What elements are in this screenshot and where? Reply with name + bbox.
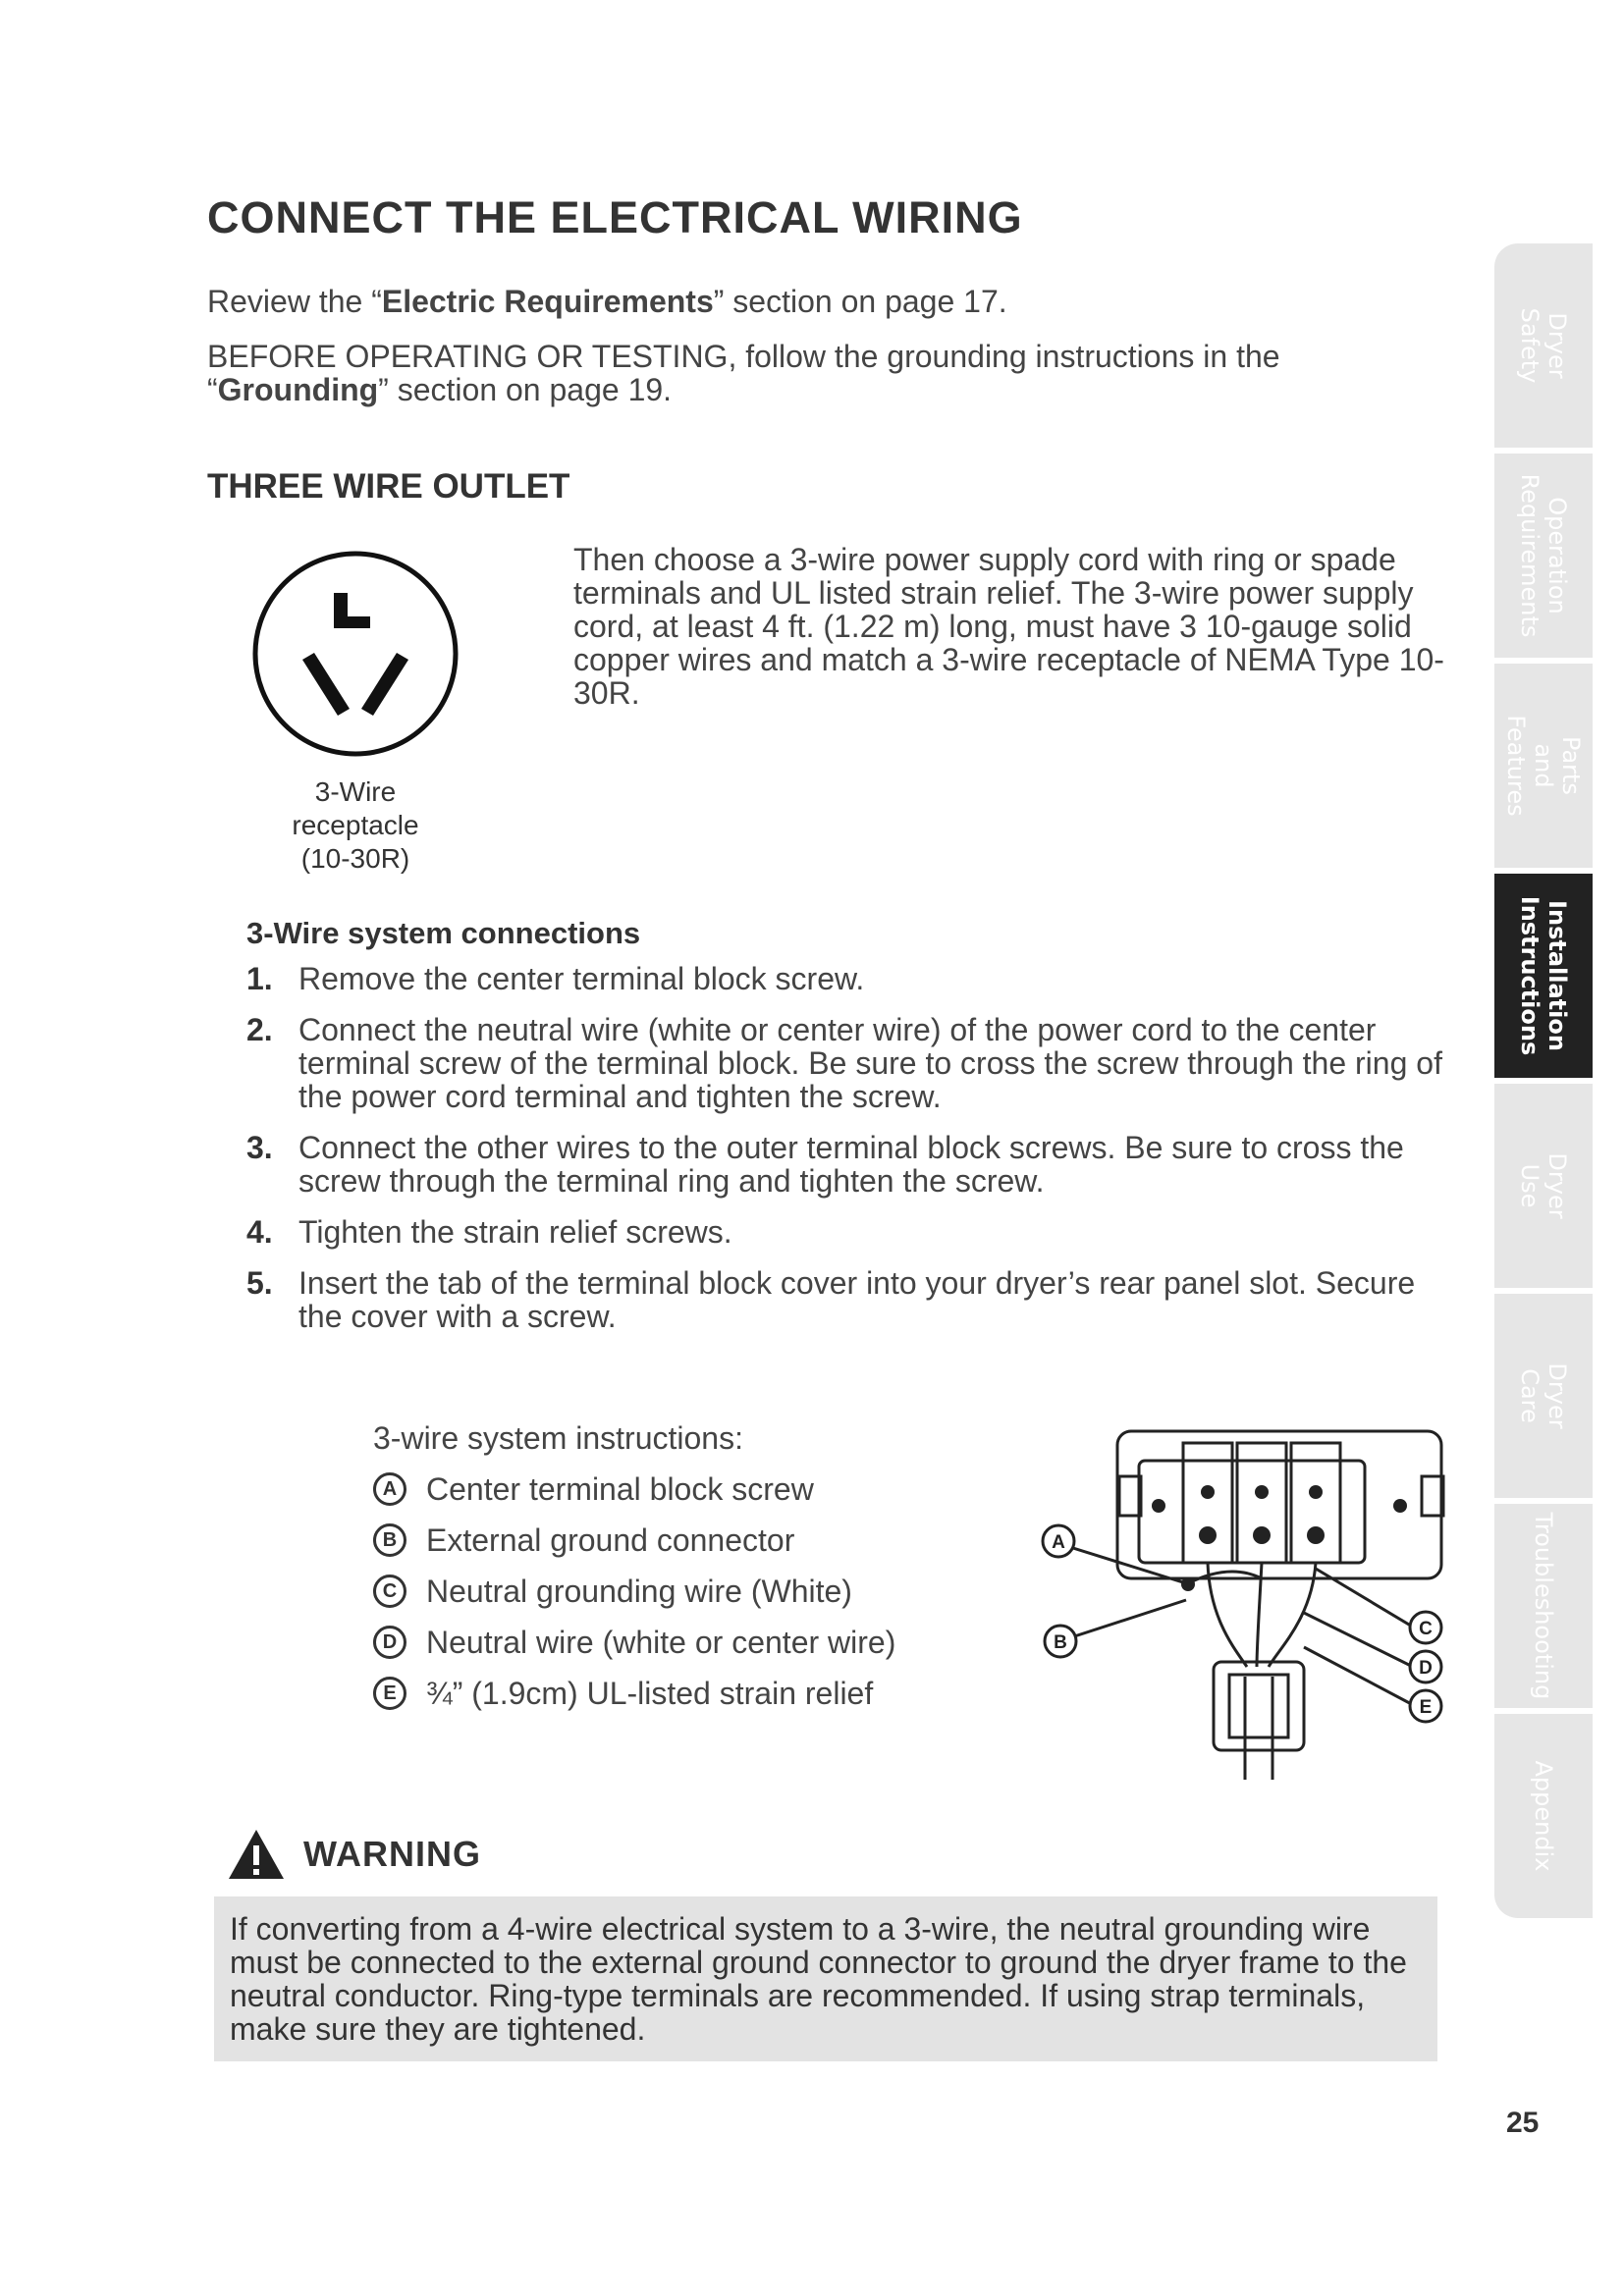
legend-title: 3-wire system instructions: [373, 1420, 743, 1456]
side-tab-dryer-care[interactable]: Dryer Care [1494, 1294, 1593, 1498]
legend-item: C Neutral grounding wire (White) [373, 1575, 1041, 1608]
diagram-label-b: B [1054, 1632, 1067, 1653]
power-cord-paragraph: Then choose a 3-wire power supply cord with ring or spade terminals and UL listed strain relief. The 3-wire power supply cord, at least 4 ft. (1.22 m) long, must have 3 10-gauge solid copper wires and match a 3-wire receptacle of NEMA Type 10-30R. [573, 542, 1444, 711]
three-wire-receptacle-icon [251, 550, 460, 758]
step-item: 3. Connect the other wires to the outer terminal block screws. Be sure to cross the screw through the terminal ring and tighten the screw. [246, 1130, 1404, 1199]
warning-header [227, 1828, 481, 1881]
legend-letter: A [373, 1472, 406, 1506]
diagram-label-a: A [1052, 1532, 1065, 1553]
legend-item: A Center terminal block screw [373, 1472, 1041, 1506]
legend-letter: D [373, 1626, 406, 1659]
diagram-label-c: C [1419, 1619, 1433, 1639]
steps-list [246, 962, 1454, 1351]
legend-letter: C [373, 1575, 406, 1608]
legend-item: D Neutral wire (white or center wire) [373, 1626, 1041, 1659]
diagram-label-d: D [1419, 1658, 1433, 1679]
side-tab-appendix[interactable]: Appendix [1494, 1714, 1593, 1918]
step-item: 5. Insert the tab of the terminal block cover into your dryer’s rear panel slot. Secure the cover with a screw. [246, 1265, 1416, 1334]
receptacle-caption: 3-Wire receptacle (10-30R) [292, 776, 419, 874]
steps-heading: 3-Wire system connections [246, 916, 641, 950]
terminal-block-wiring-diagram [1041, 1421, 1453, 1785]
legend-item: E ¾” (1.9cm) UL-listed strain relief [373, 1677, 1041, 1710]
side-tab-installation-instructions[interactable]: Installation Instructions [1494, 874, 1593, 1078]
legend-letter: E [373, 1677, 406, 1710]
legend-letter: B [373, 1523, 406, 1557]
intro-electric-requirements: Review the “Electric Requirements” section on page 17. [207, 284, 1007, 319]
wiring-legend [373, 1421, 1041, 1728]
page-title: CONNECT THE ELECTRICAL WIRING [207, 192, 1023, 242]
side-tab-dryer-safety[interactable]: Dryer Safety [1494, 243, 1593, 448]
step-item: 2. Connect the neutral wire (white or center wire) of the power cord to the center terminal screw of the terminal block. Be sure to cross the screw through the ring of the power cord terminal and tighten the screw. [246, 1012, 1442, 1114]
warning-text-box: If converting from a 4-wire electrical system to a 3-wire, the neutral grounding wire must be connected to the external ground connector to ground the dryer frame to the neutral conductor. Ring-type terminals are recommended. If using strap terminals, make sure they are tightened. [214, 1896, 1437, 2061]
warning-title: WARNING [303, 1834, 481, 1874]
step-item: 4. Tighten the strain relief screws. [246, 1214, 732, 1250]
side-tab-dryer-use[interactable]: Dryer Use [1494, 1084, 1593, 1288]
warning-triangle-icon [227, 1828, 286, 1881]
side-tab-troubleshooting[interactable]: Troubleshooting [1494, 1504, 1593, 1708]
legend-item: B External ground connector [373, 1523, 1041, 1557]
step-item: 1. Remove the center terminal block screw. [246, 961, 865, 996]
diagram-label-e: E [1419, 1697, 1433, 1718]
side-tab-operation-requirements[interactable]: Operation Requirements [1494, 454, 1593, 658]
page-number: 25 [1506, 2107, 1540, 2139]
intro-grounding: BEFORE OPERATING OR TESTING, follow the grounding instructions in the “Grounding” section on page 19. [207, 339, 1280, 407]
side-tab-parts-and-features[interactable]: Parts and Features [1494, 664, 1593, 868]
section-subtitle: THREE WIRE OUTLET [207, 467, 570, 506]
